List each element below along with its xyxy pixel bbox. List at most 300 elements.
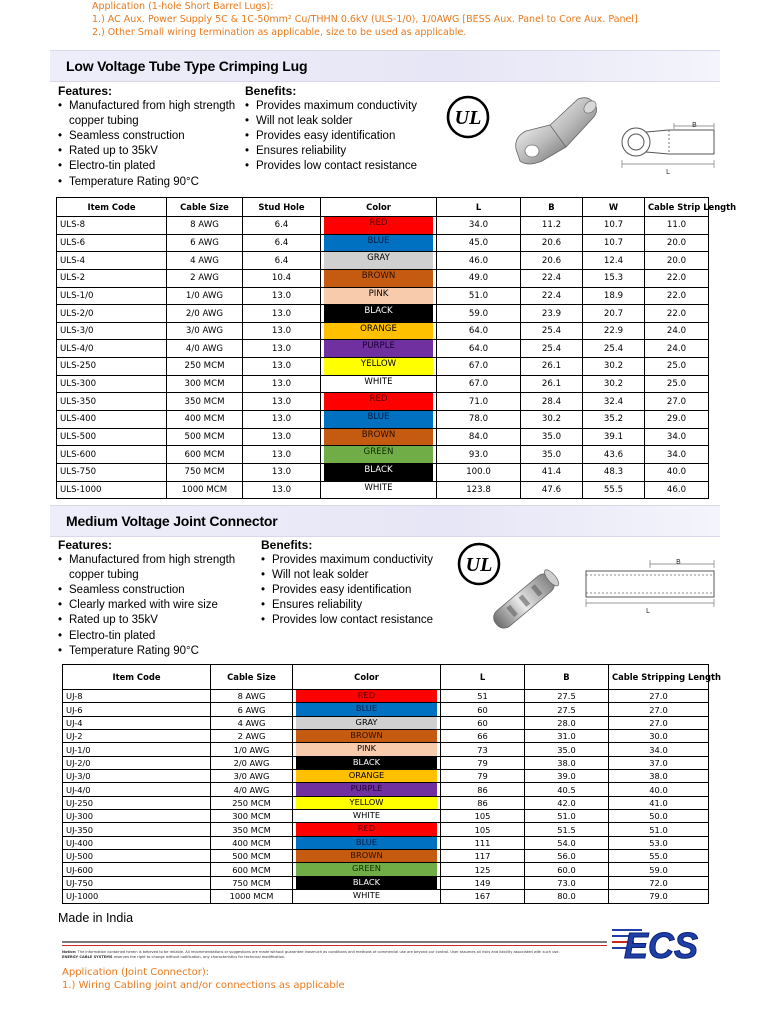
svg-text:B: B [692, 121, 697, 129]
joint-table-cell: 2 AWG [211, 730, 293, 743]
joint-table-header-cell: L [441, 665, 525, 690]
lugs-benefits-heading: Benefits: [245, 84, 297, 98]
lugs-table-cell: 22.4 [521, 269, 583, 287]
lugs-benefits [245, 84, 435, 175]
joint-table-color-cell [293, 690, 441, 703]
lugs-table-header-cell: Cable Strip Length [645, 198, 709, 217]
lugs-table-cell: 26.1 [521, 375, 583, 393]
joint-table-cell: UJ-1000 [63, 890, 211, 903]
section-joint-banner [50, 505, 720, 537]
lugs-table-header-cell: Color [321, 198, 437, 217]
lugs-table-cell: 20.0 [645, 252, 709, 270]
lugs-table-cell: 12.4 [583, 252, 645, 270]
lugs-table-cell: 46.0 [437, 252, 521, 270]
legal-notice [62, 950, 610, 959]
svg-text:UL: UL [465, 554, 493, 576]
lugs-table-cell: 34.0 [645, 428, 709, 446]
lugs-table-header-cell: B [521, 198, 583, 217]
lugs-table-cell: 6.4 [243, 234, 321, 252]
joint-table-cell: 39.0 [525, 770, 609, 783]
lugs-table-cell: 2 AWG [167, 269, 243, 287]
joint-benefit-item: • Provides maximum conductivity [261, 553, 451, 568]
lugs-benefit-item: • Ensures reliability [245, 144, 435, 159]
joint-table-cell: 27.5 [525, 690, 609, 703]
joint-table-cell: 250 MCM [211, 796, 293, 809]
joint-table-color-cell [293, 703, 441, 716]
lugs-table-cell: 46.0 [645, 481, 709, 499]
lugs-table-row [57, 234, 709, 252]
joint-feature-item: • Seamless construction [58, 583, 258, 598]
color-swatch: BLUE [296, 837, 437, 849]
lugs-table-cell: 13.0 [243, 305, 321, 323]
lugs-table-row [57, 322, 709, 340]
joint-table-cell: UJ-8 [63, 690, 211, 703]
joint-table-cell: 167 [441, 890, 525, 903]
joint-table-color-cell [293, 876, 441, 889]
joint-table-cell: 59.0 [609, 863, 709, 876]
color-swatch: RED [324, 217, 433, 234]
lugs-table-cell: 20.7 [583, 305, 645, 323]
joint-table-color-cell [293, 890, 441, 903]
joint-table-cell: 125 [441, 863, 525, 876]
joint-table-row [63, 863, 709, 876]
joint-table-cell: 60.0 [525, 863, 609, 876]
color-swatch: GRAY [296, 717, 437, 729]
footer-rule [62, 941, 607, 943]
joint-features-list [58, 553, 258, 659]
lugs-table-cell: 25.4 [521, 340, 583, 358]
lugs-table-cell: 6.4 [243, 252, 321, 270]
lugs-table-cell: 34.0 [437, 217, 521, 235]
joint-table-cell: 30.0 [609, 730, 709, 743]
application-joint-line-1: 1.) Wiring Cabling joint and/or connections as applicable [62, 980, 345, 991]
lugs-table-row [57, 393, 709, 411]
lugs-table-cell: 13.0 [243, 446, 321, 464]
color-swatch: ORANGE [324, 323, 433, 340]
lugs-table-cell: 20.6 [521, 234, 583, 252]
lugs-table-cell: 78.0 [437, 411, 521, 429]
joint-table-cell: UJ-6 [63, 703, 211, 716]
joint-table-cell: UJ-300 [63, 810, 211, 823]
joint-table-cell: 79 [441, 770, 525, 783]
joint-table-row [63, 783, 709, 796]
lugs-table-cell: 300 MCM [167, 375, 243, 393]
svg-text:L: L [646, 607, 650, 615]
joint-table-cell: UJ-2/0 [63, 756, 211, 769]
lugs-table-cell: 13.0 [243, 375, 321, 393]
lugs-table-row [57, 446, 709, 464]
lugs-table-cell: 30.2 [583, 358, 645, 376]
color-swatch: PURPLE [324, 340, 433, 357]
joint-table-cell: 53.0 [609, 836, 709, 849]
lugs-table-cell: 30.2 [583, 375, 645, 393]
lugs-table-cell: ULS-2 [57, 269, 167, 287]
section-lugs-banner [50, 50, 720, 82]
joint-table-cell: 600 MCM [211, 863, 293, 876]
lugs-table-cell: 39.1 [583, 428, 645, 446]
joint-table-row [63, 703, 709, 716]
joint-table-cell: 73.0 [525, 876, 609, 889]
joint-table-row [63, 823, 709, 836]
lugs-table-row [57, 305, 709, 323]
joint-table-cell: 1000 MCM [211, 890, 293, 903]
color-swatch: WHITE [324, 482, 433, 499]
joint-table-cell: 27.5 [525, 703, 609, 716]
lugs-table-cell: 24.0 [645, 322, 709, 340]
joint-table-cell: 149 [441, 876, 525, 889]
lugs-table-cell: 48.3 [583, 463, 645, 481]
joint-table-cell: UJ-500 [63, 850, 211, 863]
joint-table-cell: 55.0 [609, 850, 709, 863]
joint-table-row [63, 810, 709, 823]
lugs-table-cell: 4/0 AWG [167, 340, 243, 358]
svg-text:B: B [676, 558, 681, 566]
joint-table-cell: UJ-750 [63, 876, 211, 889]
joint-table-cell: 86 [441, 796, 525, 809]
lugs-table-cell: 32.4 [583, 393, 645, 411]
joint-table-color-cell [293, 836, 441, 849]
color-swatch: BLACK [296, 877, 437, 889]
lugs-table-cell: 93.0 [437, 446, 521, 464]
joint-table-cell: 50.0 [609, 810, 709, 823]
joint-table-header [63, 665, 709, 690]
joint-table-cell: 27.0 [609, 703, 709, 716]
joint-table-cell: 111 [441, 836, 525, 849]
footer-rule-red [62, 945, 607, 946]
lugs-table-cell: 40.0 [645, 463, 709, 481]
joint-table-color-cell [293, 716, 441, 729]
color-swatch: GRAY [324, 252, 433, 269]
lugs-table-color-cell [321, 358, 437, 376]
joint-table-cell: UJ-4/0 [63, 783, 211, 796]
lugs-table-cell: 10.4 [243, 269, 321, 287]
lugs-benefit-item: • Will not leak solder [245, 114, 435, 129]
lugs-table-header-cell: L [437, 198, 521, 217]
joint-benefit-item: • Provides easy identification [261, 583, 451, 598]
lugs-table-row [57, 481, 709, 499]
lugs-table-header-cell: Cable Size [167, 198, 243, 217]
section-lugs-title: Low Voltage Tube Type Crimping Lug [66, 58, 308, 74]
color-swatch: BLACK [324, 464, 433, 481]
joint-table-cell: UJ-4 [63, 716, 211, 729]
made-in-india: Made in India [58, 911, 134, 925]
lugs-table-cell: 13.0 [243, 411, 321, 429]
color-swatch: ORANGE [296, 770, 437, 782]
joint-table-cell: 38.0 [525, 756, 609, 769]
lugs-table-cell: 30.2 [521, 411, 583, 429]
lugs-table-cell: 26.1 [521, 358, 583, 376]
notice-text-2: reserves the right to change without notification, any characteristics for technical modification. [113, 954, 286, 959]
joint-table-cell: 42.0 [525, 796, 609, 809]
joint-benefits-heading: Benefits: [261, 538, 313, 552]
joint-feature-item: • Manufactured from high strength copper tubing [58, 553, 258, 583]
lugs-table-row [57, 358, 709, 376]
lugs-table-color-cell [321, 234, 437, 252]
lugs-table-cell: 41.4 [521, 463, 583, 481]
lugs-table-cell: ULS-750 [57, 463, 167, 481]
joint-table-row [63, 756, 709, 769]
joint-table-cell: 2/0 AWG [211, 756, 293, 769]
joint-table-cell: 40.0 [609, 783, 709, 796]
lugs-table-cell: 3/0 AWG [167, 322, 243, 340]
lugs-benefits-list [245, 99, 435, 174]
lugs-table-color-cell [321, 428, 437, 446]
lugs-table-cell: 64.0 [437, 340, 521, 358]
lugs-table-cell: 25.4 [583, 340, 645, 358]
color-swatch: PINK [324, 288, 433, 305]
lugs-table-cell: 100.0 [437, 463, 521, 481]
joint-table-header-cell: Cable Size [211, 665, 293, 690]
lugs-table-cell: 29.0 [645, 411, 709, 429]
lugs-table-cell: 250 MCM [167, 358, 243, 376]
joint-table-row [63, 836, 709, 849]
joint-table-header-cell: B [525, 665, 609, 690]
lugs-table-cell: 23.9 [521, 305, 583, 323]
lugs-table-cell: 13.0 [243, 340, 321, 358]
lugs-table-color-cell [321, 463, 437, 481]
lugs-table-cell: 13.0 [243, 481, 321, 499]
lugs-table-cell: 45.0 [437, 234, 521, 252]
svg-text:L: L [666, 168, 670, 176]
joint-benefit-item: • Ensures reliability [261, 598, 451, 613]
lugs-table-cell: 22.0 [645, 269, 709, 287]
lugs-table-cell: 18.9 [583, 287, 645, 305]
lugs-table-row [57, 463, 709, 481]
lugs-feature-item: • Manufactured from high strength copper tubing [58, 99, 248, 129]
lugs-table-cell: 24.0 [645, 340, 709, 358]
joint-benefits [261, 538, 451, 629]
lugs-feature-item: • Electro-tin plated [58, 159, 248, 174]
lugs-table-cell: ULS-500 [57, 428, 167, 446]
lugs-benefit-item: • Provides easy identification [245, 129, 435, 144]
lugs-table-row [57, 252, 709, 270]
lugs-table-cell: 25.0 [645, 358, 709, 376]
joint-table-cell: 38.0 [609, 770, 709, 783]
lugs-table-color-cell [321, 305, 437, 323]
joint-table-cell: 4 AWG [211, 716, 293, 729]
lugs-table-cell: 25.4 [521, 322, 583, 340]
lugs-table-cell: 22.0 [645, 305, 709, 323]
notice-text: The information contained herein is believed to be reliable. All recommendations or suggestions are made without guarantee inasmuch as conditions and methods of commercial use are beyond our control. User assumes all risks and liability associated with such use. [77, 950, 560, 954]
section-joint-title: Medium Voltage Joint Connector [66, 513, 278, 529]
joint-table-row [63, 716, 709, 729]
joint-table-cell: 34.0 [609, 743, 709, 756]
lugs-benefit-item: • Provides maximum conductivity [245, 99, 435, 114]
lugs-table-cell: 27.0 [645, 393, 709, 411]
joint-table-cell: 40.5 [525, 783, 609, 796]
joint-table-cell: 60 [441, 703, 525, 716]
color-swatch: RED [296, 690, 437, 702]
lugs-table-color-cell [321, 340, 437, 358]
lugs-table-cell: 13.0 [243, 428, 321, 446]
joint-feature-item: • Rated up to 35kV [58, 613, 258, 628]
lugs-table-header-cell: W [583, 198, 645, 217]
lugs-table-header-cell: Stud Hole [243, 198, 321, 217]
joint-table-cell: UJ-2 [63, 730, 211, 743]
joint-table-color-cell [293, 756, 441, 769]
svg-text:UL: UL [454, 107, 482, 129]
joint-table-color-cell [293, 810, 441, 823]
crimp-lug-diagram [614, 118, 726, 180]
joint-table-cell: 350 MCM [211, 823, 293, 836]
lugs-table-cell: 13.0 [243, 322, 321, 340]
lugs-table-cell: ULS-8 [57, 217, 167, 235]
application-lugs-line-1: 1.) AC Aux. Power Supply 5C & 1C-50mm² Cu/THHN 0.6kV (ULS-1/0), 1/0AWG [BESS Aux. Panel to Core Aux. Panel] [92, 14, 638, 25]
color-swatch: BLACK [296, 757, 437, 769]
joint-feature-item: • Electro-tin plated [58, 629, 258, 644]
notice-company: ENERGY CABLE SYSTEMS [62, 954, 113, 959]
lugs-features [58, 84, 248, 190]
lugs-table-cell: 4 AWG [167, 252, 243, 270]
lugs-table-cell: 11.0 [645, 217, 709, 235]
joint-features [58, 538, 258, 659]
joint-table-cell: 6 AWG [211, 703, 293, 716]
joint-table-color-cell [293, 730, 441, 743]
lugs-table-cell: 71.0 [437, 393, 521, 411]
joint-table-row [63, 890, 709, 903]
joint-table-cell: UJ-1/0 [63, 743, 211, 756]
color-swatch: WHITE [296, 890, 437, 902]
lugs-table-cell: 15.3 [583, 269, 645, 287]
lugs-table-cell: ULS-4/0 [57, 340, 167, 358]
lugs-table-cell: 84.0 [437, 428, 521, 446]
joint-table-row [63, 770, 709, 783]
joint-feature-item: • Clearly marked with wire size [58, 598, 258, 613]
joint-table-cell: 750 MCM [211, 876, 293, 889]
joint-table-cell: 79 [441, 756, 525, 769]
lugs-table-cell: 22.0 [645, 287, 709, 305]
lugs-table-cell: ULS-250 [57, 358, 167, 376]
lugs-table-cell: ULS-3/0 [57, 322, 167, 340]
joint-table-cell: 54.0 [525, 836, 609, 849]
joint-table-cell: 1/0 AWG [211, 743, 293, 756]
joint-table-header-cell: Color [293, 665, 441, 690]
lugs-table-cell: 64.0 [437, 322, 521, 340]
color-swatch: BROWN [296, 850, 437, 862]
color-swatch: WHITE [324, 376, 433, 393]
joint-table-cell: 117 [441, 850, 525, 863]
lugs-table-cell: 13.0 [243, 463, 321, 481]
lugs-table-cell: 13.0 [243, 287, 321, 305]
color-swatch: RED [324, 393, 433, 410]
color-swatch: BROWN [324, 270, 433, 287]
joint-table-cell: UJ-350 [63, 823, 211, 836]
lugs-table-cell: 55.5 [583, 481, 645, 499]
joint-table-color-cell [293, 770, 441, 783]
color-swatch: YELLOW [324, 358, 433, 375]
lugs-table-row [57, 269, 709, 287]
lugs-table-cell: 67.0 [437, 358, 521, 376]
crimp-lug-photo [508, 95, 603, 170]
joint-table-color-cell [293, 863, 441, 876]
lugs-table-cell: 6.4 [243, 217, 321, 235]
lugs-table-color-cell [321, 411, 437, 429]
joint-table-cell: 51.5 [525, 823, 609, 836]
application-joint-heading: Application (Joint Connector): [62, 967, 210, 978]
notice-label: Notice: [62, 950, 77, 954]
joint-table-cell: 300 MCM [211, 810, 293, 823]
ul-logo [446, 95, 490, 139]
color-swatch: PINK [296, 743, 437, 755]
joint-table-cell: 37.0 [609, 756, 709, 769]
lugs-table-row [57, 428, 709, 446]
lugs-table-cell: 20.0 [645, 234, 709, 252]
joint-connector-photo [478, 565, 570, 637]
lugs-table-cell: 35.2 [583, 411, 645, 429]
joint-table-cell: 8 AWG [211, 690, 293, 703]
lugs-table-cell: 500 MCM [167, 428, 243, 446]
ecs-logo [612, 920, 708, 964]
color-swatch: BLUE [324, 411, 433, 428]
lugs-feature-item: • Temperature Rating 90°C [58, 175, 248, 190]
joint-features-heading: Features: [58, 538, 113, 552]
joint-table-row [63, 876, 709, 889]
lugs-table-cell: ULS-4 [57, 252, 167, 270]
joint-table-cell: 86 [441, 783, 525, 796]
lugs-table-color-cell [321, 269, 437, 287]
lugs-table-cell: 47.6 [521, 481, 583, 499]
lugs-table-cell: 13.0 [243, 393, 321, 411]
joint-spec-table [62, 664, 721, 904]
lugs-table-cell: 750 MCM [167, 463, 243, 481]
color-swatch: BROWN [324, 429, 433, 446]
lugs-table-row [57, 411, 709, 429]
joint-table-cell: 400 MCM [211, 836, 293, 849]
lugs-table-row [57, 375, 709, 393]
joint-benefits-list [261, 553, 451, 628]
lugs-feature-item: • Rated up to 35kV [58, 144, 248, 159]
lugs-table-cell: ULS-400 [57, 411, 167, 429]
joint-table-cell: 79.0 [609, 890, 709, 903]
joint-table-cell: 51 [441, 690, 525, 703]
lugs-table-cell: 350 MCM [167, 393, 243, 411]
joint-table-cell: 28.0 [525, 716, 609, 729]
color-swatch: RED [296, 823, 437, 835]
joint-table-cell: 41.0 [609, 796, 709, 809]
joint-table-cell: 72.0 [609, 876, 709, 889]
lugs-features-heading: Features: [58, 84, 113, 98]
lugs-table-cell: ULS-1000 [57, 481, 167, 499]
joint-table-color-cell [293, 743, 441, 756]
color-swatch: YELLOW [296, 797, 437, 809]
joint-table-row [63, 690, 709, 703]
lugs-table-header-cell: Item Code [57, 198, 167, 217]
joint-table-header-cell: Cable Stripping Length [609, 665, 709, 690]
joint-table-cell: 4/0 AWG [211, 783, 293, 796]
color-swatch: GREEN [296, 863, 437, 875]
joint-table-row [63, 743, 709, 756]
joint-table-cell: UJ-600 [63, 863, 211, 876]
joint-table-cell: UJ-400 [63, 836, 211, 849]
joint-table-cell: 500 MCM [211, 850, 293, 863]
color-swatch: BLUE [296, 703, 437, 715]
lugs-table-cell: 400 MCM [167, 411, 243, 429]
lugs-table-cell: 67.0 [437, 375, 521, 393]
joint-table-cell: 66 [441, 730, 525, 743]
lugs-table-color-cell [321, 375, 437, 393]
lugs-table-cell: 28.4 [521, 393, 583, 411]
lugs-table-cell: 43.6 [583, 446, 645, 464]
lugs-table-color-cell [321, 217, 437, 235]
lugs-table-cell: 1/0 AWG [167, 287, 243, 305]
joint-table-cell: 35.0 [525, 743, 609, 756]
joint-table-cell: 27.0 [609, 716, 709, 729]
lugs-table-cell: 51.0 [437, 287, 521, 305]
joint-table-cell: 51.0 [525, 810, 609, 823]
joint-table-cell: 80.0 [525, 890, 609, 903]
joint-table-row [63, 796, 709, 809]
joint-table-cell: UJ-250 [63, 796, 211, 809]
